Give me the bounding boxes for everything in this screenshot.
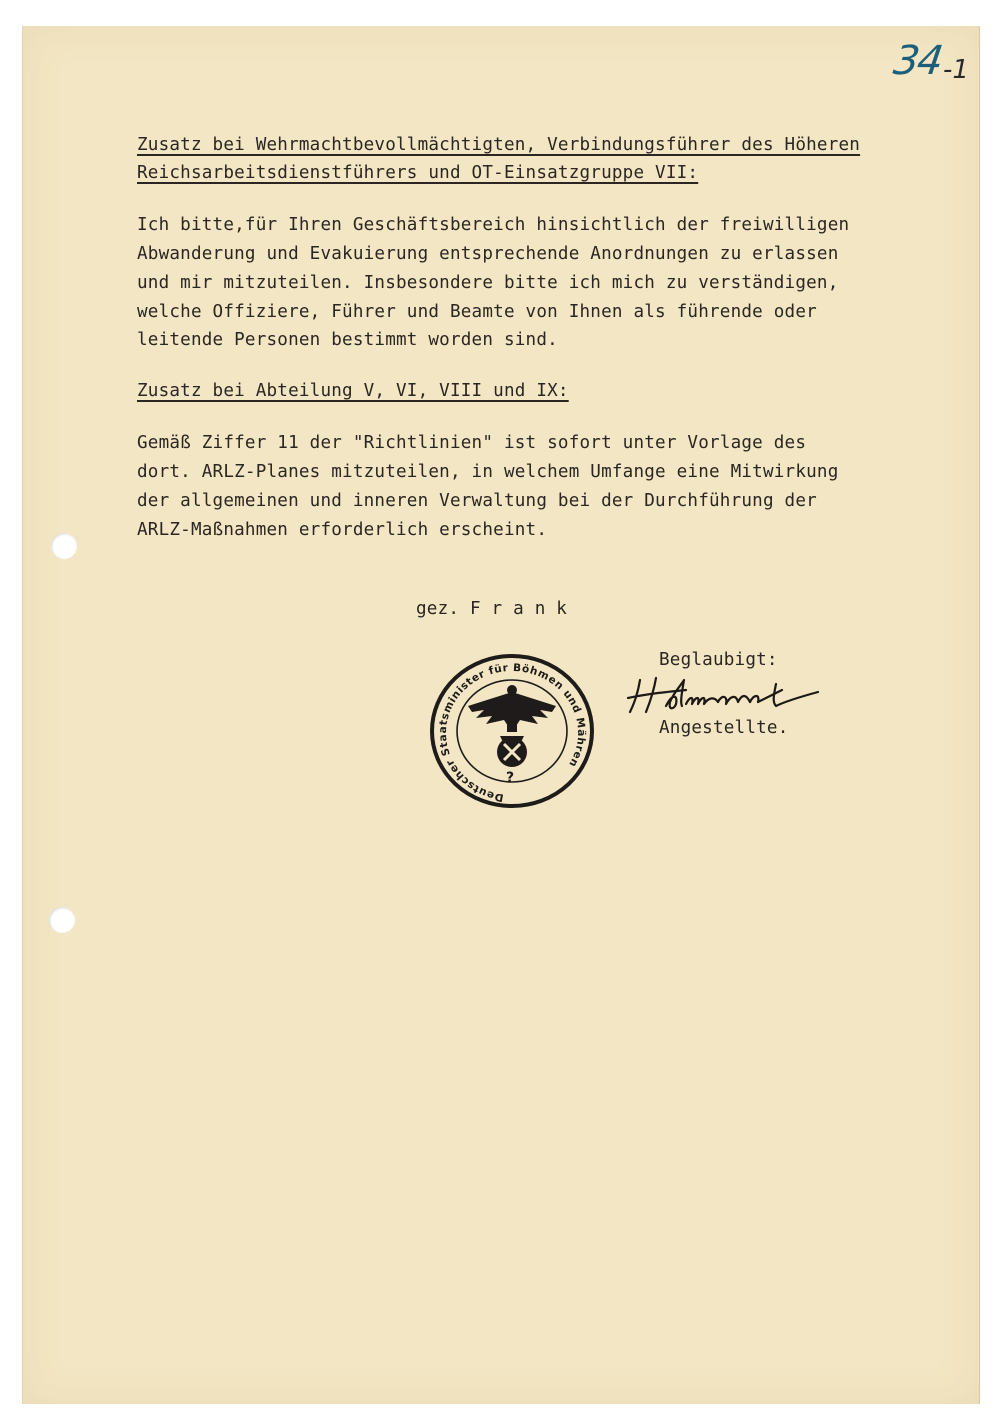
punch-hole-top bbox=[51, 533, 77, 559]
section2-body-line-1: Gemäß Ziffer 11 der "Richtlinien" ist sofort unter Vorlage des bbox=[137, 433, 807, 453]
section1-heading-line-2: Reichsarbeitsdienstführers und OT-Einsatzgruppe VII: bbox=[137, 163, 699, 183]
handwritten-signature bbox=[626, 672, 826, 718]
section2-heading: Zusatz bei Abteilung V, VI, VIII und IX: bbox=[137, 381, 569, 401]
folio-number: 34 bbox=[890, 38, 945, 84]
section1-body-line-2: Abwanderung und Evakuierung entsprechende Anordnungen zu erlassen bbox=[137, 244, 839, 264]
certified-label: Beglaubigt: bbox=[659, 650, 778, 670]
official-seal bbox=[428, 652, 596, 810]
punch-hole-bottom bbox=[49, 907, 75, 933]
eagle-emblem bbox=[468, 685, 556, 786]
svg-text:Deutscher Staatsminister für B: Deutscher Staatsminister für Böhmen und Mähren bbox=[436, 661, 588, 804]
role-label: Angestellte. bbox=[659, 718, 789, 738]
signed-by: gez. F r a n k bbox=[416, 599, 568, 619]
svg-text:?: ? bbox=[506, 770, 515, 786]
section2-body-line-3: der allgemeinen und inneren Verwaltung bei der Durchführung der bbox=[137, 491, 817, 511]
section1-body-line-3: und mir mitzuteilen. Insbesondere bitte ich mich zu verständigen, bbox=[137, 273, 839, 293]
section2-body-line-4: ARLZ-Maßnahmen erforderlich erscheint. bbox=[137, 520, 548, 540]
section1-body-line-4: welche Offiziere, Führer und Beamte von Ihnen als führende oder bbox=[137, 302, 817, 322]
section1-body-line-1: Ich bitte,für Ihren Geschäftsbereich hinsichtlich der freiwilligen bbox=[137, 215, 850, 235]
section2-body-line-2: dort. ARLZ-Planes mitzuteilen, in welchem Umfange eine Mitwirkung bbox=[137, 462, 839, 482]
folio-suffix: -1 bbox=[943, 55, 969, 85]
section1-body-line-5: leitende Personen bestimmt worden sind. bbox=[137, 330, 558, 350]
section1-heading-line-1: Zusatz bei Wehrmachtbevollmächtigten, Verbindungsführer des Höheren bbox=[137, 135, 861, 155]
